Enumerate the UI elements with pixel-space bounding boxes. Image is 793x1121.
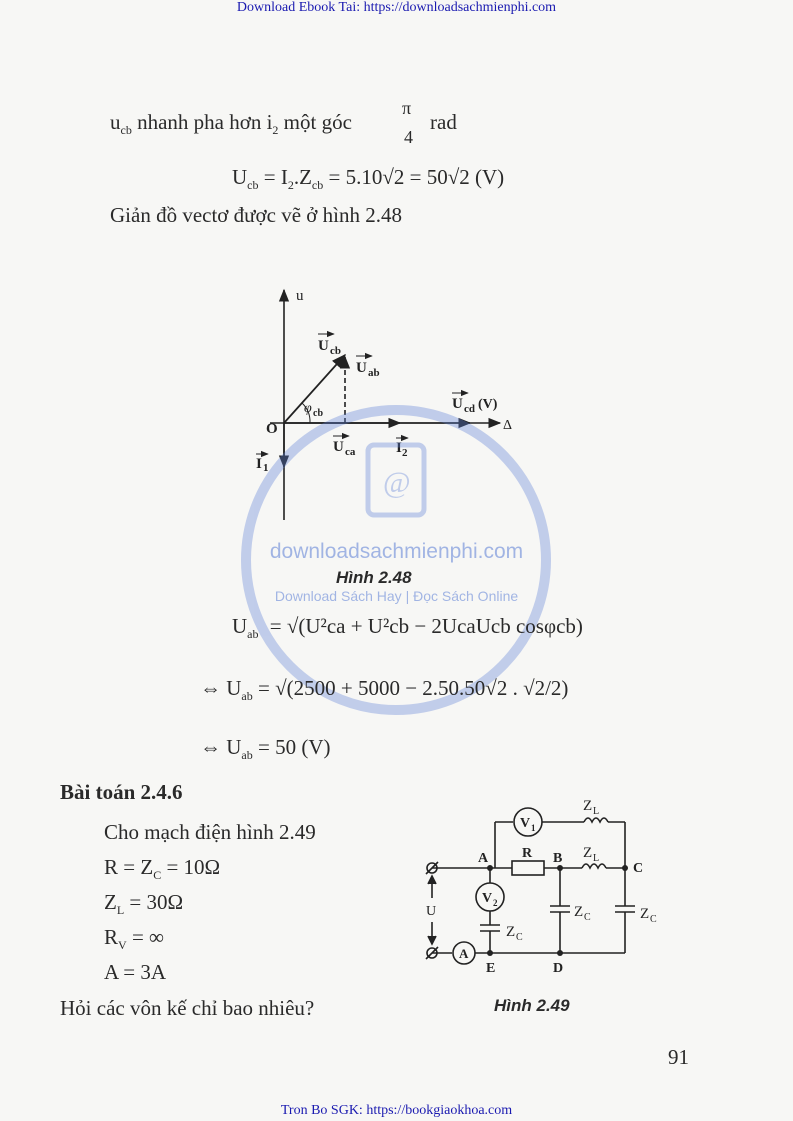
given-3b: = 30Ω xyxy=(124,890,184,914)
label-a-node: A xyxy=(478,851,489,866)
label-i2-sub: 2 xyxy=(402,447,408,459)
label-uca: U xyxy=(333,439,344,455)
label-r: R xyxy=(522,846,533,861)
rad-unit: rad xyxy=(430,110,457,134)
given-3a: Z xyxy=(104,890,117,914)
figure-2-48-caption: Hình 2.48 xyxy=(336,568,412,587)
label-v1-sub: 1 xyxy=(531,823,536,833)
phase-u-sub: cb xyxy=(120,123,132,138)
ucb-value: = 5.10√2 = 50√2 (V) xyxy=(323,165,505,189)
given-3-sub: L xyxy=(116,903,125,918)
label-zc1: Z xyxy=(506,924,516,940)
eq2-sub: ab xyxy=(241,689,253,704)
label-zl-mid-sub: L xyxy=(593,853,600,864)
label-e-node: E xyxy=(486,961,496,976)
label-i1-sub: 1 xyxy=(263,462,269,474)
given-2-sub: C xyxy=(153,868,162,883)
diagram-note: Giản đồ vectơ được vẽ ở hình 2.48 xyxy=(110,203,402,227)
ucb-z: .Z xyxy=(293,165,312,189)
label-delta: Δ xyxy=(503,418,513,433)
eq3-rhs: = 50 (V) xyxy=(252,735,331,759)
label-zc3-sub: C xyxy=(650,914,657,925)
eq1-u: U xyxy=(232,614,248,638)
ucb-i-sub: 2 xyxy=(287,178,294,193)
label-b-node: B xyxy=(553,851,563,866)
given-4a: R xyxy=(104,925,119,949)
header-download-link[interactable]: Download Ebook Tai: https://downloadsachmienphi.com xyxy=(236,0,557,15)
given-line-1: Cho mạch điện hình 2.49 xyxy=(104,820,316,844)
eq3-lhs: ⇔ U xyxy=(200,735,242,759)
eq3-sub: ab xyxy=(241,748,253,763)
phase-i-sub: 2 xyxy=(272,123,279,138)
label-zc1-sub: C xyxy=(516,932,523,943)
label-ammeter: A xyxy=(459,946,469,961)
label-origin: O xyxy=(266,421,278,437)
eq1-sub: ab xyxy=(247,627,259,642)
page-number: 91 xyxy=(668,1045,689,1069)
label-ucd-sub: cd xyxy=(464,403,475,415)
label-uca-sub: ca xyxy=(345,446,356,458)
inductor-zl-mid xyxy=(582,864,606,868)
ucb-eq-i: = I xyxy=(258,165,288,189)
phase-angle-text: một góc xyxy=(278,110,352,134)
eq2-rhs: = √(2500 + 5000 − 2.50.50√2 . √2/2) xyxy=(252,676,569,700)
label-zl-top: Z xyxy=(583,798,593,814)
label-zc2-sub: C xyxy=(584,912,591,923)
given-line-5: A = 3A xyxy=(104,960,167,984)
label-phi-sub: cb xyxy=(313,408,323,419)
question: Hỏi các vôn kế chỉ bao nhiêu? xyxy=(60,996,315,1020)
label-uab: U xyxy=(356,360,367,376)
given-2b: = 10Ω xyxy=(161,855,221,879)
label-ucb: U xyxy=(318,338,329,354)
label-v2: V xyxy=(482,891,493,906)
label-zl-mid: Z xyxy=(583,845,593,861)
label-d-node: D xyxy=(553,961,564,976)
given-4b: = ∞ xyxy=(126,925,165,949)
label-zl-top-sub: L xyxy=(593,806,600,817)
svg-text:@: @ xyxy=(383,466,411,499)
label-v2-sub: 2 xyxy=(493,898,498,908)
inductor-zl-top xyxy=(584,818,608,822)
label-phi: φ xyxy=(304,401,312,416)
given-4-sub: V xyxy=(118,938,127,953)
ucb-z-sub: cb xyxy=(311,178,324,193)
label-i2: I xyxy=(396,440,402,456)
footer-sgk-link[interactable]: Tron Bo SGK: https://bookgiaokhoa.com xyxy=(280,1103,513,1118)
watermark-site: downloadsachmienphi.com xyxy=(269,540,524,563)
label-ucb-sub: cb xyxy=(330,345,341,357)
eq2-lhs: ⇔ U xyxy=(200,676,242,700)
label-u: u xyxy=(296,288,304,304)
fraction-pi: π xyxy=(402,98,412,118)
label-uab-sub: ab xyxy=(368,367,380,379)
fraction-four: 4 xyxy=(404,127,413,147)
label-ucd-unit: (V) xyxy=(478,397,498,412)
figure-2-49-caption: Hình 2.49 xyxy=(494,996,570,1015)
phase-mid: nhanh pha hơn i xyxy=(131,110,273,134)
label-zc3: Z xyxy=(640,906,650,922)
label-u-source: U xyxy=(426,904,437,919)
ucb-sub: cb xyxy=(247,178,259,193)
label-v1: V xyxy=(520,816,531,831)
resistor-r xyxy=(512,861,544,875)
label-zc2: Z xyxy=(574,904,584,920)
ucb-u: U xyxy=(232,165,248,189)
watermark-tagline: Download Sách Hay | Đọc Sách Online xyxy=(274,588,519,604)
phase-u: u xyxy=(110,110,121,134)
label-c-node: C xyxy=(633,861,644,876)
problem-title: Bài toán 2.4.6 xyxy=(60,780,183,804)
eq1-rhs: = √(U²ca + U²cb − 2UcaUcb cosφcb) xyxy=(269,614,583,638)
label-i1: I xyxy=(256,456,262,472)
given-2a: R = Z xyxy=(104,855,154,879)
label-ucd: U xyxy=(452,396,463,412)
